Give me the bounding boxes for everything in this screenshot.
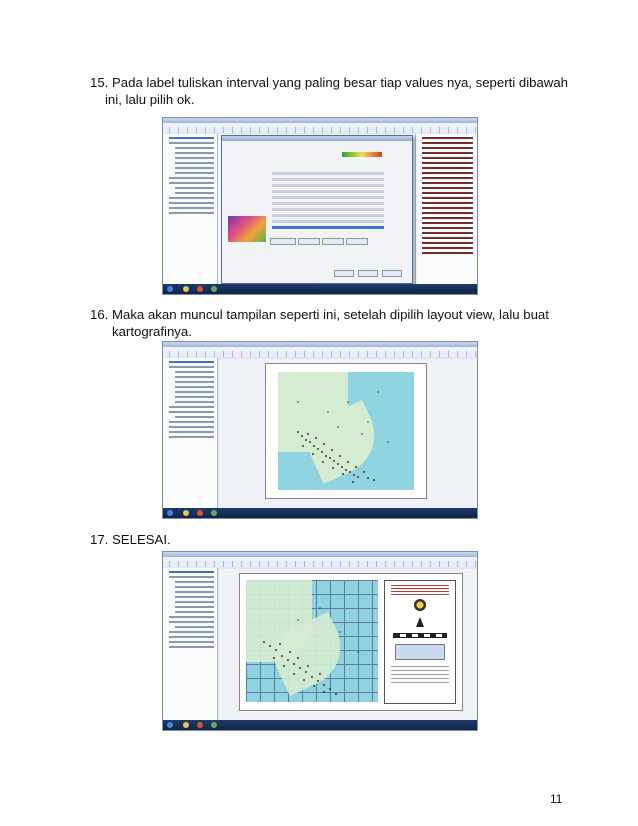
screenshot-symbology-dialog xyxy=(162,117,478,295)
inset-map xyxy=(395,644,445,660)
folder-icon[interactable] xyxy=(183,286,189,292)
step-text: SELESAI. xyxy=(112,532,171,547)
screenshot-layout-view xyxy=(162,341,478,519)
arcmap-icon[interactable] xyxy=(211,286,217,292)
layout-page xyxy=(219,569,477,720)
map-legend-panel xyxy=(384,580,456,704)
add-values-button[interactable] xyxy=(298,238,320,245)
folder-icon[interactable] xyxy=(183,722,189,728)
step-number: 16. xyxy=(90,307,109,322)
step-15 xyxy=(90,74,568,108)
toolbar xyxy=(163,561,477,567)
remove-button[interactable] xyxy=(322,238,344,245)
step-number: 15. xyxy=(90,75,109,90)
step-text: Pada label tuliskan interval yang paling besar tiap values nya, seperti dibawah xyxy=(112,75,569,90)
legend-entries xyxy=(391,666,449,686)
table-of-contents-panel xyxy=(163,358,218,508)
step-number: 17. xyxy=(90,532,109,547)
preview-swatch xyxy=(228,216,266,242)
arcmap-icon[interactable] xyxy=(211,510,217,516)
earthquake-points xyxy=(278,372,414,490)
step-text-cont: ini, lalu pilih ok. xyxy=(105,92,195,107)
step-text-cont: kartografinya. xyxy=(112,324,192,339)
color-ramp[interactable] xyxy=(342,152,382,157)
step-16 xyxy=(90,306,568,340)
add-all-values-button[interactable] xyxy=(270,238,296,245)
map-frame xyxy=(246,580,378,702)
arcmap-icon[interactable] xyxy=(211,722,217,728)
start-icon[interactable] xyxy=(167,510,173,516)
browser-icon[interactable] xyxy=(197,510,203,516)
remove-all-button[interactable] xyxy=(346,238,368,245)
screenshot-final-map xyxy=(162,551,478,731)
apply-button[interactable] xyxy=(382,270,402,277)
step-17 xyxy=(90,531,568,548)
toolbar xyxy=(163,351,477,357)
map-title-block xyxy=(391,585,449,595)
windows-taskbar xyxy=(163,720,477,730)
page-sheet xyxy=(265,363,427,499)
earthquake-points xyxy=(246,580,378,702)
dialog-title-bar xyxy=(222,136,412,141)
table-of-contents-panel xyxy=(163,134,218,284)
cancel-button[interactable] xyxy=(358,270,378,277)
table-of-contents-panel xyxy=(163,568,218,720)
map-frame xyxy=(278,372,414,490)
page-sheet xyxy=(239,573,463,711)
browser-icon[interactable] xyxy=(197,722,203,728)
logo-icon xyxy=(414,599,426,611)
arctoolbox-panel xyxy=(415,134,477,284)
scale-bar xyxy=(393,633,447,638)
layout-page xyxy=(219,359,477,508)
step-text: Maka akan muncul tampilan seperti ini, setelah dipilih layout view, lalu buat xyxy=(112,307,549,322)
north-arrow-icon xyxy=(416,617,424,627)
layer-properties-dialog[interactable] xyxy=(221,135,413,284)
windows-taskbar xyxy=(163,508,477,518)
windows-taskbar xyxy=(163,284,477,294)
start-icon[interactable] xyxy=(167,286,173,292)
page-number: 11 xyxy=(550,792,563,806)
folder-icon[interactable] xyxy=(183,510,189,516)
browser-icon[interactable] xyxy=(197,286,203,292)
ok-button[interactable] xyxy=(334,270,354,277)
toolbar xyxy=(163,127,477,133)
start-icon[interactable] xyxy=(167,722,173,728)
